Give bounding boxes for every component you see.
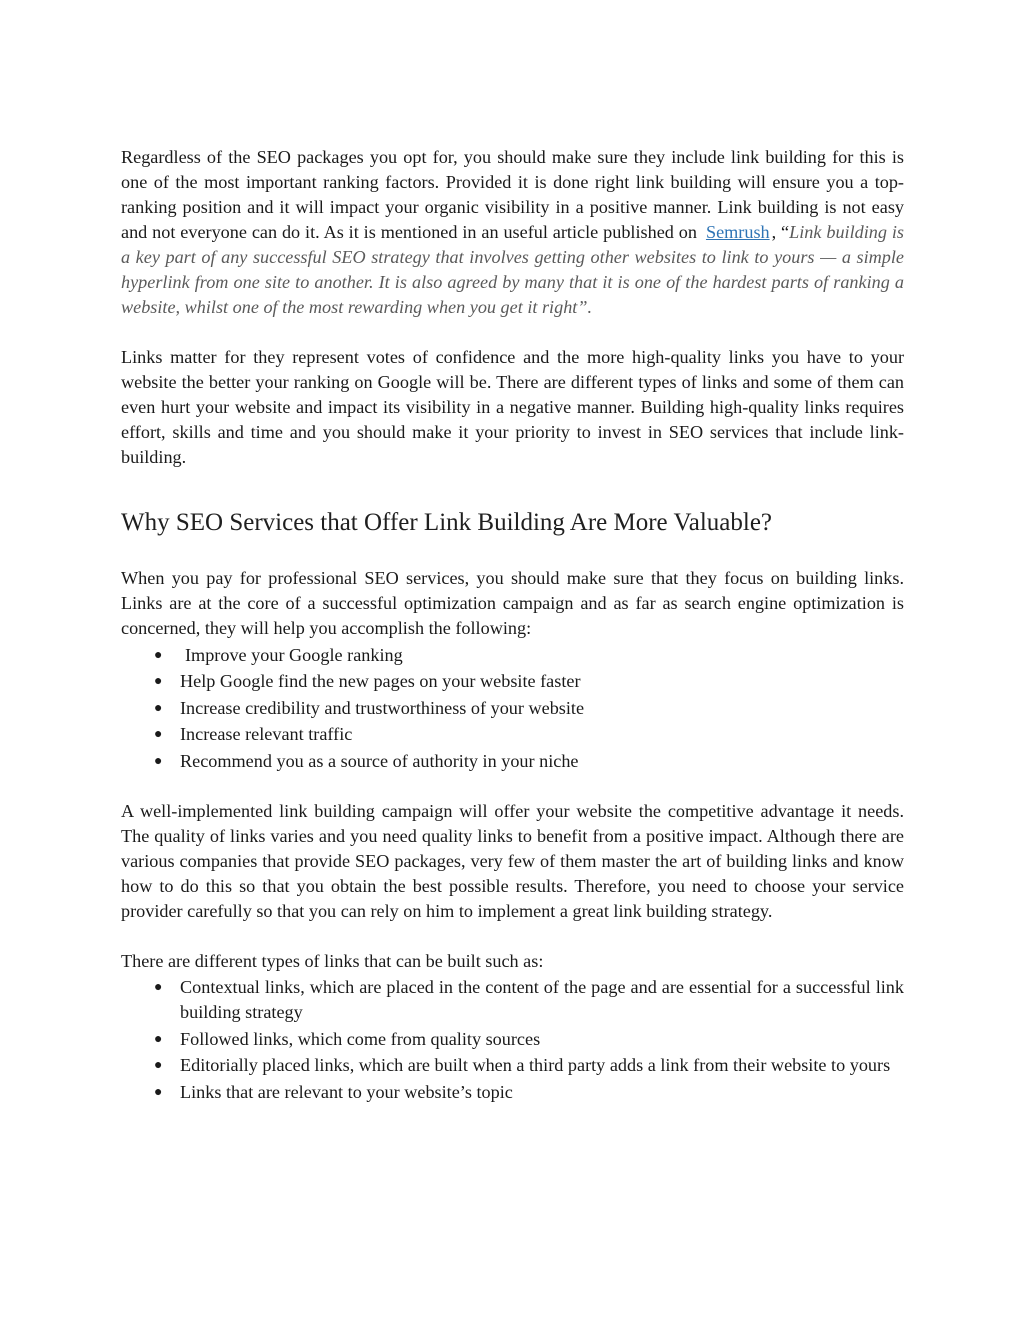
list-item xyxy=(121,722,904,747)
list-item-text: Links that are relevant to your website’s topic xyxy=(180,1081,513,1102)
section-heading: Why SEO Services that Offer Link Building Are More Valuable? xyxy=(121,509,773,536)
list-item-text: Increase relevant traffic xyxy=(180,724,353,744)
semrush-quote: Link building is a key part of any successful SEO strategy that involves getting other websites to link to yours — a simple hyperlink from one site to another. It is also agreed by many that it is one of the hardest parts of ranking a website, whilst one of the most rewarding when you get it right”. xyxy=(121,222,905,317)
list-item xyxy=(121,643,904,668)
bullet-icon: ● xyxy=(154,1084,163,1100)
list-item-text: Improve your Google ranking xyxy=(185,644,403,665)
bullet-icon: ● xyxy=(154,727,163,742)
list-item xyxy=(121,975,904,1025)
intro-after-link-text: , “ xyxy=(771,222,790,242)
professional-seo-paragraph: When you pay for professional SEO services, you should make sure that they focus on building links. Links are at the core of a successful optimization campaign and as far as search engine optimization is concerned, they will help you accomplish the following: xyxy=(121,568,904,638)
list-item-text: Editorially placed links, which are built when a third party adds a link from their website to yours xyxy=(180,1055,891,1075)
list-item xyxy=(121,1053,904,1078)
bullet-icon: ● xyxy=(154,674,163,689)
intro-paragraph xyxy=(121,145,904,320)
list-item-text: Followed links, which come from quality sources xyxy=(180,1028,541,1049)
list-item-text: Contextual links, which are placed in the content of the page and are essential for a successful link building strategy xyxy=(180,977,904,1022)
link-types-intro-paragraph: There are different types of links that can be built such as: xyxy=(121,950,544,971)
bullet-icon: ● xyxy=(154,1031,163,1047)
campaign-paragraph: A well-implemented link building campaign will offer your website the competitive advantage it needs. The quality of links varies and you need quality links to benefit from a positive impact. Although there are various companies that provide SEO packages, very few of them master the art of building links and know how to do this so that you obtain the best possible results. Therefore, you need to choose your service provider carefully so that you can rely on him to implement a great link building strategy. xyxy=(121,800,904,921)
list-item xyxy=(121,1027,904,1052)
bullet-icon: ● xyxy=(154,1058,163,1073)
bullet-icon: ● xyxy=(154,753,163,769)
list-item xyxy=(121,696,904,721)
list-item xyxy=(121,669,904,694)
list-item xyxy=(121,749,904,774)
bullet-icon: ● xyxy=(154,647,163,663)
benefits-list xyxy=(121,643,904,774)
list-item-text: Help Google find the new pages on your website faster xyxy=(180,671,581,691)
list-item-text: Recommend you as a source of authority in your niche xyxy=(180,750,579,771)
intro-lead-text: Regardless of the SEO packages you opt for, you should make sure they include link building for this is one of the most important ranking factors. Provided it is done right link building will ensure you a top-ranking position and it will impact your organic visibility in a positive manner. Link building is not easy and not everyone can do it. As it is mentioned in an useful article published on xyxy=(121,147,904,242)
document-page xyxy=(121,145,904,1105)
list-item xyxy=(121,1080,904,1105)
list-item-text: Increase credibility and trustworthiness of your website xyxy=(180,697,585,718)
links-matter-paragraph: Links matter for they represent votes of confidence and the more high-quality links you have to your website the better your ranking on Google will be. There are different types of links and some of them can even hurt your website and impact its visibility in a negative manner. Building high-quality links requires effort, skills and time and you should make it your priority to invest in SEO services that include link-building. xyxy=(121,347,904,467)
semrush-link[interactable]: Semrush xyxy=(705,222,770,242)
link-types-list xyxy=(121,975,904,1105)
bullet-icon: ● xyxy=(154,980,163,995)
bullet-icon: ● xyxy=(154,700,163,716)
